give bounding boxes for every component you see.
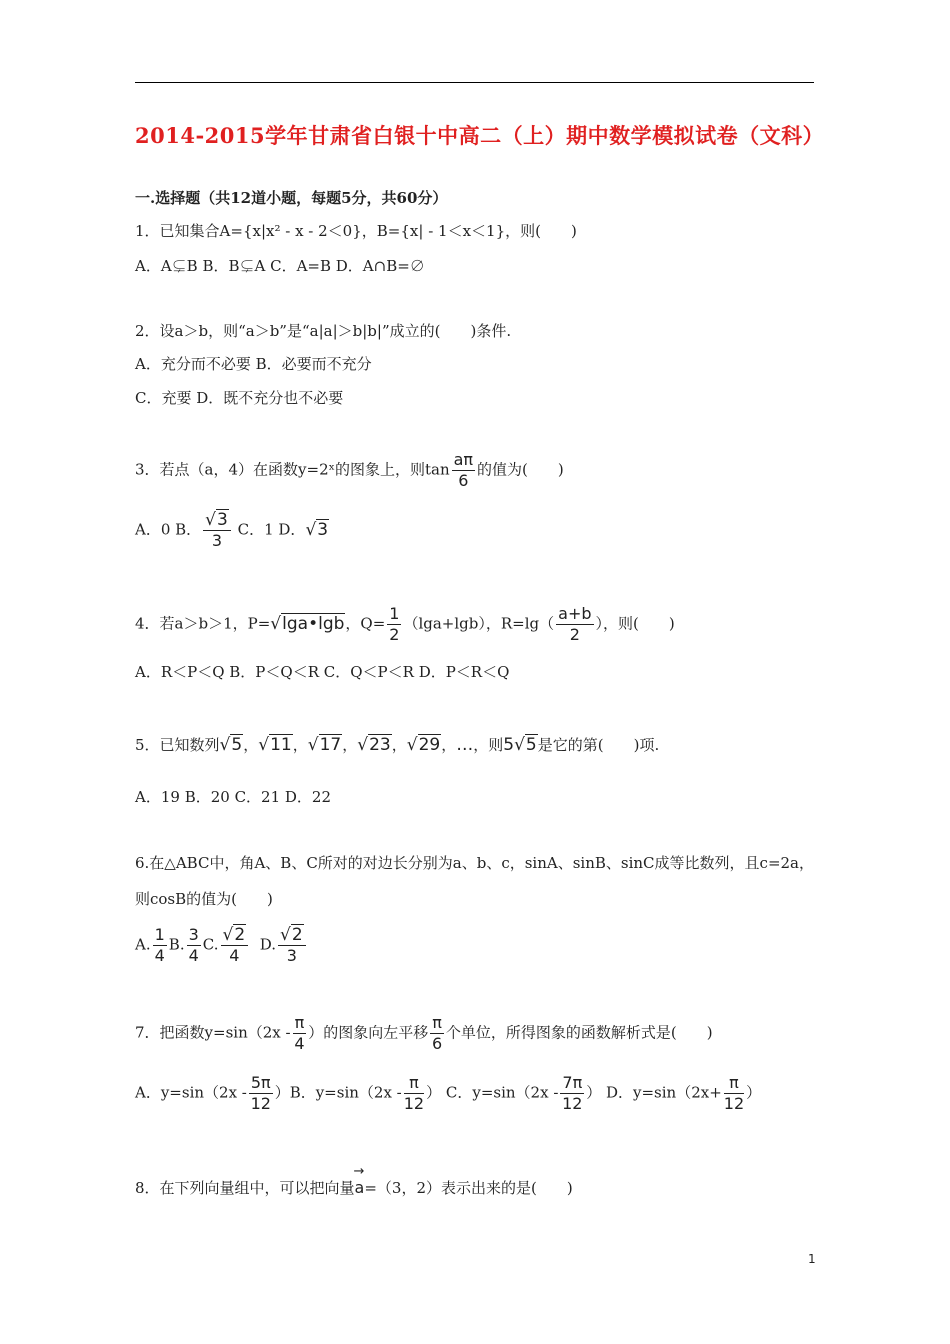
q5-text-pre: 5．已知数列 [135,736,220,754]
q6-d-label: D. [259,935,276,954]
q3-opt-b-fraction: $\frac{√3}{3}$ [203,510,231,551]
page-title: 2014-2015学年甘肃省白银十中高二（上）期中数学模拟试卷（文科） [135,123,825,148]
q7-d-pre: ） D．y=sin（2x+ [586,1083,722,1102]
q6-c-fraction: $\frac{√2}{4}$ [221,925,249,966]
q6-b-num: 3 [188,925,199,944]
q5-sep-4: ， [391,736,407,754]
q7-fraction-1 [293,1013,307,1054]
q4-p-sqrt: √lga•lgb [270,613,345,634]
q5-text-post: 是它的第( )项. [537,736,660,754]
q5-radicand-6: 5 [525,735,537,755]
q5-sep-1: ， [243,736,259,754]
q3-frac-den: 6 [458,471,469,490]
q6-a-den: 4 [154,946,165,965]
q7-a-pre: A．y=sin（2x - [135,1083,247,1102]
q7-den-1: 4 [294,1034,305,1053]
q7-c-fraction [560,1073,584,1114]
q3-fraction [452,450,475,491]
q5-sqrt-3: √17 [307,735,342,755]
q3-opt-cd: C．1 D． [232,520,306,539]
q7-d-post: ） [746,1083,762,1102]
q4-q-post: （lga+lgb），R=lg（ [403,614,555,633]
question-1-stem: 1．已知集合A={x|x² - x - 2＜0}，B={x| - 1＜x＜1}，则( ) [135,222,577,240]
q6-b-den: 4 [188,946,199,965]
q7-b-den: 12 [403,1094,425,1113]
question-6-stem-2: 则cosB的值为( ) [135,890,273,908]
q5-sep-5: ， [441,736,457,754]
header-rule [135,82,814,83]
question-3-options [135,510,329,551]
q4-p-radicand: lga•lgb [282,613,345,634]
question-4-options: A．R＜P＜Q B．P＜Q＜R C．Q＜P＜R D．P＜R＜Q [135,663,510,681]
q7-b-fraction [404,1073,424,1114]
q7-d-num: π [724,1073,744,1094]
q5-radicand-5: 29 [418,735,441,755]
q5-sqrt-6: √5 [514,735,537,755]
q6-a-num: 1 [154,925,165,944]
q6-d-fraction: $\frac{√2}{3}$ [278,925,306,966]
question-4-stem [135,604,675,645]
q3-d-radicand: 3 [317,519,329,540]
q7-den-2: 6 [431,1034,443,1053]
q7-b-num: π [404,1073,424,1094]
q7-a-fraction [249,1073,273,1114]
q5-sep-3: ， [342,736,358,754]
q8-text-post: =（3，2）表示出来的是( ) [364,1179,573,1197]
q7-c-pre: ） C．y=sin（2x - [426,1083,559,1102]
q4-q-fraction [387,604,401,645]
q5-sqrt-5: √29 [406,735,441,755]
q7-num-2: π [432,1013,442,1032]
q3-text-pre: 3．若点（a，4）在函数y=2ˣ的图象上，则tan [135,460,450,479]
question-1-options: A．A⊊B B．B⊊A C．A=B D．A∩B=∅ [135,257,425,275]
q3-text-post: 的值为( ) [477,460,564,479]
q5-sep-2: ， [292,736,308,754]
q4-text-pre: 4．若a＞b＞1，P= [135,614,271,633]
q4-q-pre: ，Q= [345,614,386,633]
q5-coef: 5 [503,735,515,755]
q4-q-num: 1 [389,604,400,623]
question-8-stem [135,1178,573,1198]
vector-a: → a [355,1178,365,1198]
q5-radicand-2: 11 [270,735,292,755]
q3-opt-d-sqrt: √3 [305,519,329,540]
q7-text-post: 个单位，所得图象的函数解析式是( ) [445,1023,713,1042]
q3-opt-a: A．0 B． [135,520,202,539]
q7-d-fraction [724,1073,744,1114]
question-6-options [135,925,308,966]
q7-a-num: 5π [250,1073,271,1092]
q7-b-pre: ）B．y=sin（2x - [274,1083,402,1102]
q5-sqrt-2: √11 [258,735,292,755]
question-6-stem-1: 6.在△ABC中，角A、B、C所对的对边长分别为a、b、c，sinA、sinB、sinC成等比数列，且c=2a， [135,854,814,872]
question-5-options: A．19 B．20 C．21 D．22 [135,788,332,806]
q7-d-den: 12 [723,1094,745,1113]
q5-ellipsis: … [456,735,474,755]
q4-text-post: ），则( ) [595,614,675,633]
q6-c-den: 4 [229,946,240,965]
q5-radicand-4: 23 [369,735,391,755]
question-7-stem [135,1013,713,1054]
q4-r-num: a+b [558,604,592,623]
q7-text-pre: 7．把函数y=sin（2x - [135,1023,291,1042]
q5-sqrt-1: √5 [219,735,243,755]
question-2-options-2: C．充要 D．既不充分也不必要 [135,389,344,407]
q7-c-num: 7π [562,1073,583,1092]
q5-sqrt-4: √23 [357,735,391,755]
section-heading: 一.选择题（共12道小题，每题5分，共60分） [135,189,448,207]
q5-radicand-3: 17 [319,735,342,755]
q6-b-label: B. [168,935,185,954]
page-number: 1 [808,1252,816,1266]
q4-r-den: 2 [569,625,580,644]
q7-c-den: 12 [562,1094,583,1113]
question-2-stem: 2．设a＞b，则“a＞b”是“a|a|＞b|b|”成立的( )条件. [135,322,512,340]
question-3-stem [135,450,564,491]
q8-text-pre: 8．在下列向量组中，可以把向量 [135,1179,355,1197]
q3-b-den: 3 [211,531,223,550]
question-7-options [135,1073,761,1114]
q6-d-radicand: 2 [291,925,303,945]
question-2-options-1: A．充分而不必要 B．必要而不充分 [135,355,372,373]
q4-q-den: 2 [389,625,400,644]
q7-num-1: π [294,1013,305,1032]
q3-frac-num: aπ [453,450,474,469]
q6-c-radicand: 2 [234,925,246,945]
q5-radicand-1: 5 [231,735,243,755]
q7-a-den: 12 [250,1094,271,1113]
q7-text-mid: ）的图象向左平移 [308,1023,429,1042]
q4-r-fraction [556,604,593,645]
question-5-stem [135,735,659,755]
q5-text-mid: ，则 [473,736,504,754]
q6-d-den: 3 [286,946,297,965]
q7-fraction-2 [430,1013,444,1054]
q3-b-radicand: 3 [217,510,228,530]
q6-a-fraction [153,925,167,966]
q6-b-fraction [187,925,201,966]
q6-c-label: C. [202,935,219,954]
q6-a-label: A. [135,935,151,954]
